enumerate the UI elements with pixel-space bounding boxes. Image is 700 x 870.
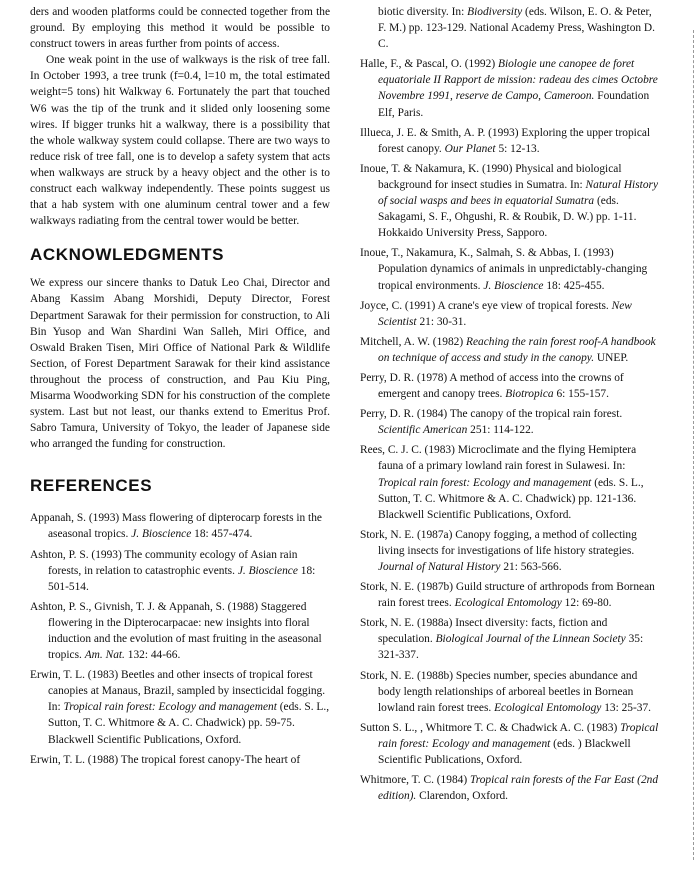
reference-entry: Inoue, T. & Nakamura, K. (1990) Physical and biological background for insect studies in Sumatra. In: Natural History of social wasps and bees in equatorial Sumatra (eds. Sakagami, S. F., Ohgushi, R. & Roubik, D. W.) pp. 1-11. Hokkaido University Press, Sapporo. (360, 162, 658, 240)
reference-entry: Whitmore, T. C. (1984) Tropical rain forests of the Far East (2nd edition). Clarendon, Oxford. (360, 774, 659, 803)
reference-entry: Ashton, P. S. (1993) The community ecology of Asian rain forests, in relation to catastrophic events. J. Bioscience 18: 501-514. (30, 548, 316, 593)
reference-entry: Perry, D. R. (1984) The canopy of the tropical rain forest. Scientific American 251: 114-122. (360, 408, 623, 437)
reference-entry: Stork, N. E. (1988a) Insect diversity: facts, fiction and speculation. Biological Journal of the Linnean Society 35: 321-337. (360, 617, 644, 662)
reference-entry: Inoue, T., Nakamura, K., Salmah, S. & Abbas, I. (1993) Population dynamics of animals in unpredictably-changing tropical environments. J. Bioscience 18: 425-455. (360, 247, 648, 292)
reference-entry: Perry, D. R. (1978) A method of access into the crowns of emergent and canopy trees. Biotropica 6: 155-157. (360, 371, 624, 401)
references-list-right (360, 4, 660, 804)
references-heading: REFERENCES (30, 476, 153, 496)
references-list-left (30, 510, 330, 767)
reference-entry: Joyce, C. (1991) A crane's eye view of tropical forests. New Scientist 21: 30-31. (360, 299, 632, 328)
acknowledgments-heading: ACKNOWLEDGMENTS (30, 245, 225, 265)
body-paragraph: One weak point in the use of walkways is the risk of tree fall. In October 1993, a tree trunk (f=0.4, l=10 m, the total estimated weight=5 tons) hit Walkway 6. Fortunately the part that touched W6 was the tip of the trunk and it slided only loosening some wires. If bigger trunks hit a walkway, there is a possibility that the whole walkway system could collapse. There are two ways to reduce risk of tree fall, one is to develop a safety system that acts when walkways are struck by a heavy object and the other is to construct each walkway independently. These points suggest us that a hab system with one aluminum central tower and a few walkways radiating from the central tower would be better. (30, 54, 330, 228)
reference-entry: Sutton S. L., , Whitmore T. C. & Chadwick A. C. (1983) Tropical rain forest: Ecology and management (eds. ) Blackwell Scientific Publications, Oxford. (360, 721, 659, 767)
reference-entry: Mitchell, A. W. (1982) Reaching the rain forest roof-A handbook on technique of access and study in the canopy. UNEP. (360, 335, 656, 364)
reference-entry: Stork, N. E. (1988b) Species number, species abundance and body length relationships of arboreal beetles in Bornean lowland rain forest trees. Ecological Entomology 13: 25-37. (360, 669, 652, 714)
reference-continuation: biotic diversity. In: Biodiversity (eds. Wilson, E. O. & Peter, F. M.) pp. 123-129. National Academy Press, Washington D. C. (378, 6, 656, 51)
page-edge-rule (693, 30, 694, 860)
reference-entry: Erwin, T. L. (1988) The tropical forest canopy-The heart of (30, 753, 301, 766)
left-column (30, 4, 330, 772)
body-paragraph: ders and wooden platforms could be connected together from the ground. By employing this method it would be possible to construct towers in areas further from points of access. (30, 6, 330, 51)
reference-entry: Erwin, T. L. (1983) Beetles and other insects of tropical forest canopies at Manaus, Brazil, sampled by insecticidal fogging. In: Tropical rain forest: Ecology and management (eds. S. L., Sutton, T. C. Whitmore & A. C. Chadwick) pp. 59-75. Blackwell Scientific Publications, Oxford. (30, 669, 330, 746)
reference-entry: Rees, C. J. C. (1983) Microclimate and the flying Hemiptera fauna of a primary lowland rain forest in Sulawesi. In: Tropical rain forest: Ecology and management (eds. S. L., Sutton, T. C. Whitmore & A. C. Chadwick) pp. 121-136. Blackwell Scientific Publications, Oxford. (360, 444, 644, 521)
reference-entry: Halle, F., & Pascal, O. (1992) Biologie une canopee de foret equatoriale II Rapport de mission: radeau des cimes Octobre Novembre 1991, reserve de Campo, Cameroon. Foundation Elf, Paris. (360, 58, 658, 119)
reference-entry: Appanah, S. (1993) Mass flowering of dipterocarp forests in the aseasonal tropics. J. Bioscience 18: 457-474. (30, 512, 322, 541)
reference-entry: Illueca, J. E. & Smith, A. P. (1993) Exploring the upper tropical forest canopy. Our Planet 5: 12-13. (360, 126, 651, 155)
acknowledgments-text: We express our sincere thanks to Datuk Leo Chai, Director and Abang Kassim Abang Morshidi, Deputy Director, Forest Department Sarawak for their permission for construction, to Ali Bin Yusop and Wan Shardini Wan Salleh, Miri Office, and Oswald Braken Tisen, Miri Office of National Park & Wildlife Section, of Forest Department Sarawak for their kind assistance throughout the process of construction, and Pau Kiu Ping, Misarma Woodworking SDN for his construction of the complete system. Last but not least, our thanks extend to Emeritus Prof. Sabro Tamura, University of Tokyo, the leader of Japanese side who arranged the funding for construction. (30, 277, 330, 451)
reference-entry: Ashton, P. S., Givnish, T. J. & Appanah, S. (1988) Staggered flowering in the Dipterocarpacae: new insights into floral induction and the evolution of mast fruiting in the aseasonal tropics. Am. Nat. 132: 44-66. (30, 600, 322, 662)
right-column (360, 4, 660, 808)
reference-entry: Stork, N. E. (1987b) Guild structure of arthropods from Bornean rain forest trees. Ecological Entomology 12: 69-80. (360, 581, 655, 610)
reference-entry: Stork, N. E. (1987a) Canopy fogging, a method of collecting living insects for investigations of life history strategies. Journal of Natural History 21: 563-566. (360, 528, 637, 573)
